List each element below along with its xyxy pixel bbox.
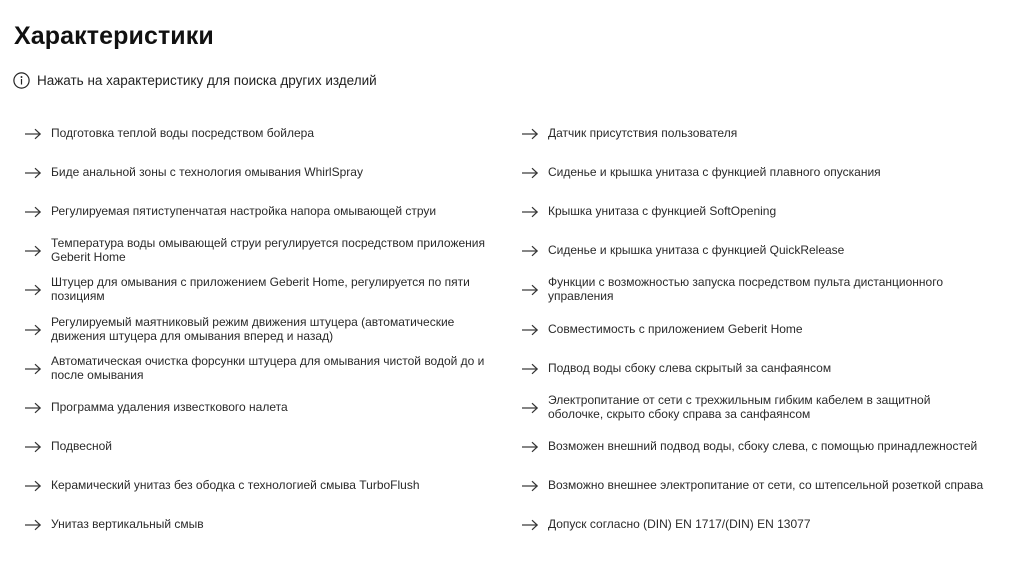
arrow-right-icon	[521, 479, 539, 491]
arrow-right-icon	[521, 166, 539, 178]
page-title: Характеристики	[14, 22, 214, 50]
feature-label: Электропитание от сети с трехжильным гибким кабелем в защитной оболочке, скрыто сбоку справа за санфаянсом	[548, 392, 931, 421]
feature-label: Возможен внешний подвод воды, сбоку слева, с помощью принадлежностей	[548, 439, 978, 454]
arrow-right-icon	[24, 323, 42, 335]
feature-link[interactable]	[24, 427, 494, 466]
feature-link[interactable]	[24, 309, 494, 348]
feature-label: Температура воды омывающей струи регулируется посредством приложения Geberit Home	[51, 236, 485, 265]
feature-label: Керамический унитаз без ободка с технологией смыва TurboFlush	[51, 478, 420, 493]
feature-label: Регулируемый маятниковый режим движения штуцера (автоматические движения штуцера для омывания вперед и назад)	[51, 314, 455, 343]
arrow-right-icon	[24, 401, 42, 413]
feature-label: Штуцер для омывания с приложением Geberit Home, регулируется по пяти позициям	[51, 275, 470, 304]
feature-link[interactable]	[521, 152, 991, 191]
feature-link[interactable]	[521, 427, 991, 466]
arrow-right-icon	[521, 362, 539, 374]
feature-label: Унитаз вертикальный смыв	[51, 517, 204, 532]
feature-label: Допуск согласно (DIN) EN 1717/(DIN) EN 13077	[548, 517, 811, 532]
feature-label: Сиденье и крышка унитаза с функцией плавного опускания	[548, 164, 881, 179]
arrow-right-icon	[521, 244, 539, 256]
feature-link[interactable]	[521, 270, 991, 309]
feature-link[interactable]	[521, 191, 991, 230]
feature-link[interactable]	[24, 231, 494, 270]
feature-link[interactable]	[24, 152, 494, 191]
feature-label: Подготовка теплой воды посредством бойлера	[51, 125, 315, 140]
feature-link[interactable]	[24, 191, 494, 230]
info-circle-icon	[13, 72, 30, 89]
feature-label: Датчик присутствия пользователя	[548, 125, 738, 140]
arrow-right-icon	[521, 401, 539, 413]
feature-link[interactable]	[521, 309, 991, 348]
feature-label: Подвесной	[51, 439, 112, 454]
arrow-right-icon	[24, 244, 42, 256]
feature-label: Сиденье и крышка унитаза с функцией QuickRelease	[548, 243, 845, 258]
feature-list-right	[521, 113, 991, 544]
feature-link[interactable]	[521, 505, 991, 544]
feature-label: Возможно внешнее электропитание от сети, со штепсельной розеткой справа	[548, 478, 984, 493]
feature-list-left	[24, 113, 494, 544]
arrow-right-icon	[521, 127, 539, 139]
arrow-right-icon	[521, 205, 539, 217]
feature-link[interactable]	[521, 466, 991, 505]
arrow-right-icon	[24, 127, 42, 139]
feature-label: Совместимость с приложением Geberit Home	[548, 321, 803, 336]
feature-link[interactable]	[521, 387, 991, 426]
feature-link[interactable]	[521, 231, 991, 270]
feature-link[interactable]	[24, 466, 494, 505]
arrow-right-icon	[521, 283, 539, 295]
arrow-right-icon	[24, 283, 42, 295]
feature-label: Подвод воды сбоку слева скрытый за санфаянсом	[548, 360, 832, 375]
feature-link[interactable]	[24, 387, 494, 426]
arrow-right-icon	[24, 440, 42, 452]
arrow-right-icon	[24, 479, 42, 491]
feature-link[interactable]	[24, 270, 494, 309]
arrow-right-icon	[521, 323, 539, 335]
feature-link[interactable]	[24, 113, 494, 152]
feature-link[interactable]	[521, 113, 991, 152]
feature-label: Регулируемая пятиступенчатая настройка напора омывающей струи	[51, 203, 437, 218]
feature-label: Функции с возможностью запуска посредством пульта дистанционного управления	[548, 275, 943, 304]
arrow-right-icon	[24, 166, 42, 178]
arrow-right-icon	[521, 518, 539, 530]
hint-row	[13, 72, 377, 89]
feature-link[interactable]	[24, 505, 494, 544]
feature-link[interactable]	[24, 348, 494, 387]
hint-text: Нажать на характеристику для поиска других изделий	[37, 73, 377, 88]
feature-label: Программа удаления известкового налета	[51, 399, 288, 414]
feature-link[interactable]	[521, 348, 991, 387]
feature-label: Биде анальной зоны с технология омывания WhirlSpray	[51, 164, 363, 179]
feature-label: Автоматическая очистка форсунки штуцера для омывания чистой водой до и после омывания	[51, 353, 485, 382]
arrow-right-icon	[24, 205, 42, 217]
arrow-right-icon	[521, 440, 539, 452]
feature-label: Крышка унитаза с функцией SoftOpening	[548, 203, 777, 218]
arrow-right-icon	[24, 518, 42, 530]
arrow-right-icon	[24, 362, 42, 374]
